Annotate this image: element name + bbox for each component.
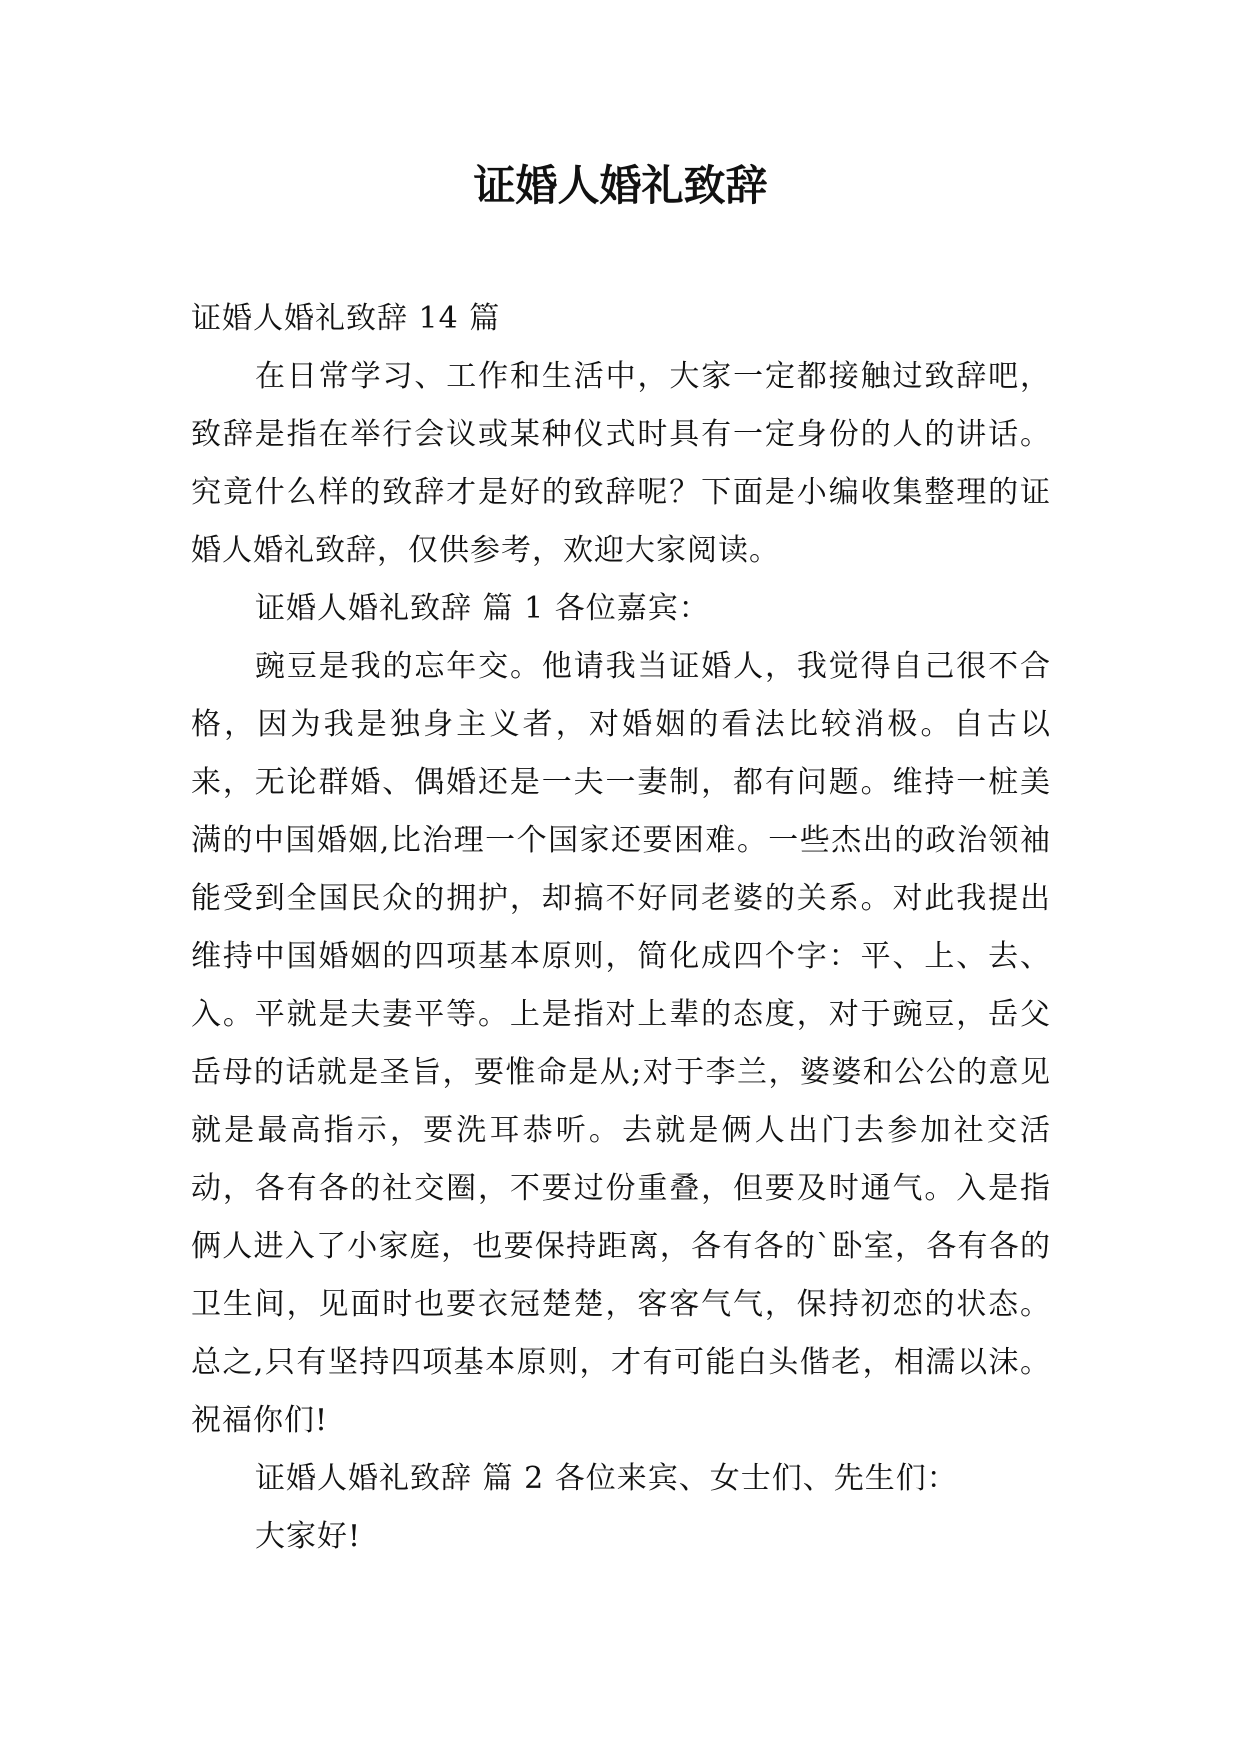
speech-2-greeting: 大家好! <box>255 1519 362 1554</box>
subtitle-line: 证婚人婚礼致辞 14 篇 <box>191 301 501 336</box>
intro-paragraph: 在日常学习、工作和生活中，大家一定都接触过致辞吧，致辞是指在举行会议或某种仪式时具有一定身份的人的讲话。究竟什么样的致辞才是好的致辞呢？下面是小编收集整理的证婚人婚礼致辞，仅供参考，欢迎大家阅读。 <box>191 359 1051 568</box>
speech-1-paragraph: 豌豆是我的忘年交。他请我当证婚人，我觉得自己很不合格，因为我是独身主义者，对婚姻的看法比较消极。自古以来，无论群婚、偶婚还是一夫一妻制，都有问题。维持一桩美满的中国婚姻,比治理一个国家还要困难。一些杰出的政治领袖能受到全国民众的拥护，却搞不好同老婆的关系。对此我提出维持中国婚姻的四项基本原则，简化成四个字：平、上、去、入。平就是夫妻平等。上是指对上辈的态度，对于豌豆，岳父岳母的话就是圣旨，要惟命是从;对于李兰，婆婆和公公的意见就是最高指示，要洗耳恭听。去就是俩人出门去参加社交活动，各有各的社交圈，不要过份重叠，但要及时通气。入是指俩人进入了小家庭，也要保持距离，各有各的`卧室，各有各的卫生间，见面时也要衣冠楚楚，客客气气，保持初恋的状态。总之,只有坚持四项基本原则，才有可能白头偕老，相濡以沫。祝福你们! <box>191 649 1051 1438</box>
document-title: 证婚人婚礼致辞 <box>473 161 768 210</box>
speech-2-heading: 证婚人婚礼致辞 篇 2 各位来宾、女士们、先生们： <box>255 1461 958 1496</box>
speech-1-heading: 证婚人婚礼致辞 篇 1 各位嘉宾： <box>255 591 710 626</box>
document-body <box>191 290 1051 1566</box>
